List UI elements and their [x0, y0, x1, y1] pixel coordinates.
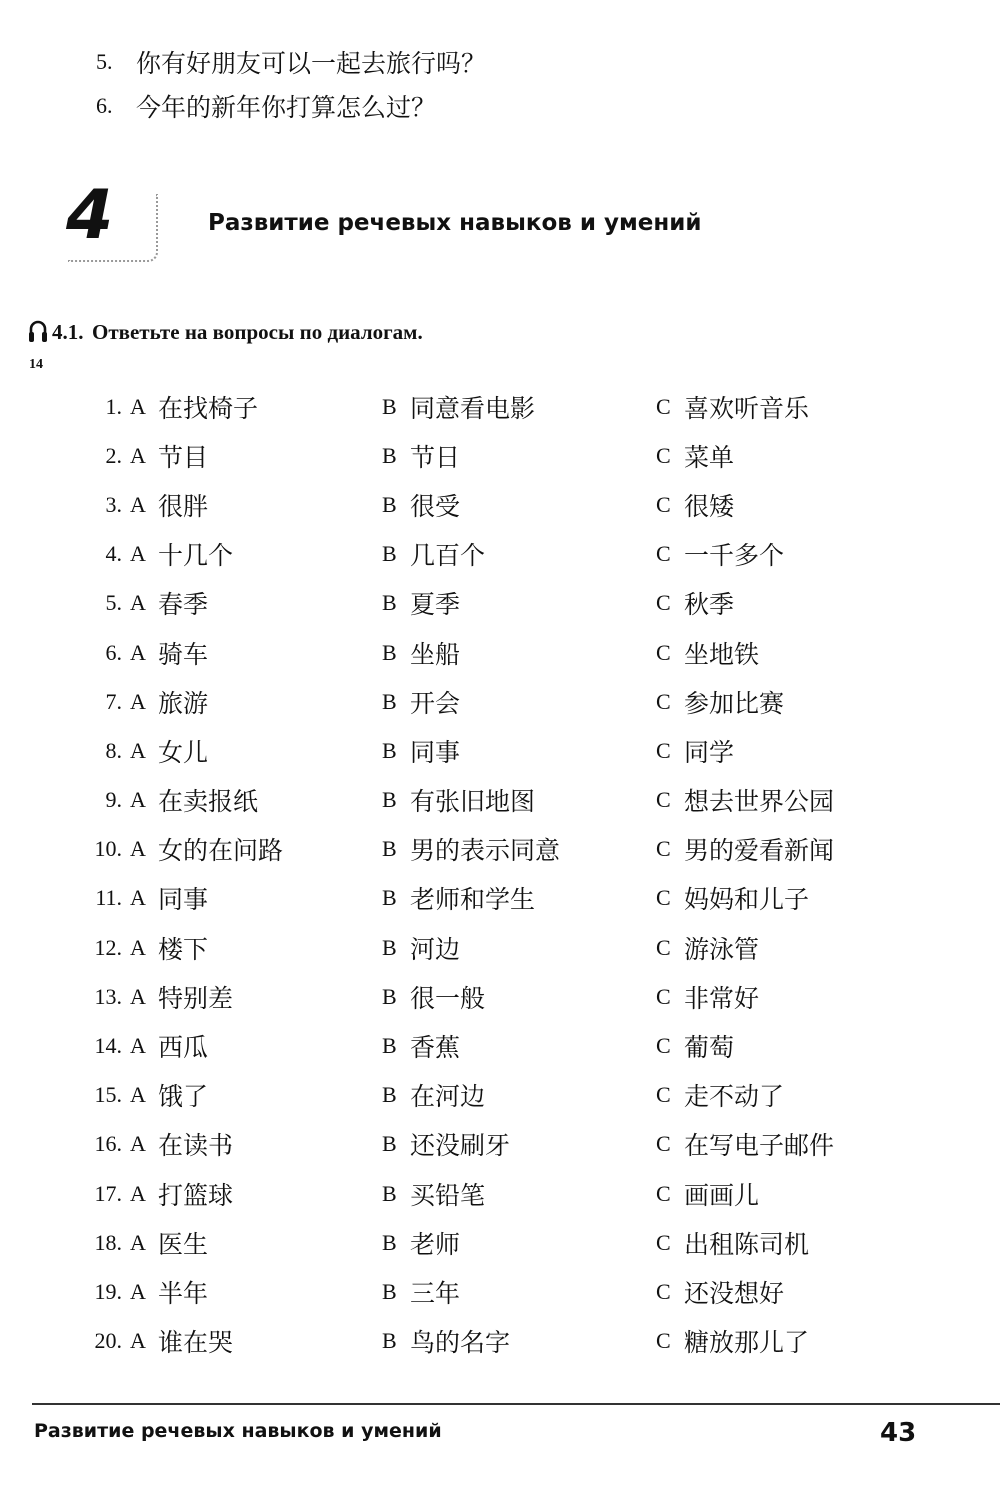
option-b	[382, 733, 656, 769]
option-text: 老师	[410, 1229, 461, 1259]
answer-row	[80, 677, 940, 726]
answer-number: 2.	[105, 442, 122, 468]
option-text: 西瓜	[158, 1033, 209, 1063]
option-text: 很矮	[684, 491, 735, 521]
option-letter: B	[382, 491, 397, 517]
option-a	[130, 684, 382, 720]
option-letter: B	[382, 1033, 397, 1059]
option-letter: B	[382, 639, 397, 665]
option-text: 老师和学生	[410, 885, 536, 915]
answer-number: 5.	[105, 590, 122, 616]
option-a	[130, 487, 382, 523]
answer-row	[80, 923, 940, 972]
option-text: 非常好	[684, 983, 760, 1013]
answer-row	[80, 1218, 940, 1267]
option-a	[130, 635, 382, 671]
answer-number: 11.	[95, 885, 122, 911]
answer-row	[80, 1120, 940, 1169]
option-letter: C	[656, 1180, 671, 1206]
option-letter: B	[382, 442, 397, 468]
option-b	[382, 487, 656, 523]
answer-number: 12.	[94, 934, 122, 960]
answer-number: 17.	[94, 1180, 122, 1206]
option-letter: B	[382, 541, 397, 567]
option-text: 在写电子邮件	[684, 1131, 835, 1161]
option-text: 喜欢听音乐	[684, 393, 810, 423]
answer-number: 6.	[105, 639, 122, 665]
option-a	[130, 979, 382, 1015]
section-number: 4	[66, 176, 114, 255]
option-text: 糖放那儿了	[684, 1328, 810, 1358]
option-letter: B	[382, 1180, 397, 1206]
option-text: 还没想好	[684, 1278, 785, 1308]
option-letter: C	[656, 737, 671, 763]
option-text: 游泳管	[684, 934, 760, 964]
option-letter: C	[656, 1229, 671, 1255]
option-a	[130, 1077, 382, 1113]
question-item	[96, 40, 486, 84]
previous-questions	[96, 40, 486, 128]
option-letter: B	[382, 1328, 397, 1354]
option-text: 参加比赛	[684, 688, 785, 718]
option-text: 楼下	[158, 934, 209, 964]
question-item	[96, 84, 486, 128]
option-c	[656, 536, 784, 572]
option-b	[382, 1176, 656, 1212]
option-c	[656, 930, 759, 966]
option-text: 几百个	[410, 541, 486, 571]
option-b	[382, 880, 656, 916]
option-a	[130, 733, 382, 769]
option-letter: B	[382, 1082, 397, 1108]
option-text: 妈妈和儿子	[684, 885, 810, 915]
question-text: 今年的新年你打算怎么过？	[136, 93, 437, 122]
section-header	[66, 176, 766, 280]
option-text: 谁在哭	[158, 1328, 234, 1358]
option-b	[382, 930, 656, 966]
option-text: 打篮球	[158, 1180, 234, 1210]
answer-number: 20.	[94, 1328, 122, 1354]
option-text: 特别差	[158, 983, 234, 1013]
option-letter: B	[382, 1131, 397, 1157]
option-b	[382, 536, 656, 572]
option-b	[382, 585, 656, 621]
option-c	[656, 487, 734, 523]
option-text: 开会	[410, 688, 461, 718]
option-text: 画画儿	[684, 1180, 760, 1210]
option-letter: A	[130, 1082, 146, 1108]
option-a	[130, 880, 382, 916]
audio-track-number: 14	[29, 357, 43, 372]
option-letter: B	[382, 885, 397, 911]
option-b	[382, 1028, 656, 1064]
option-b	[382, 1323, 656, 1359]
option-letter: A	[130, 1180, 146, 1206]
option-letter: B	[382, 737, 397, 763]
option-b	[382, 1274, 656, 1310]
option-letter: A	[130, 639, 146, 665]
option-c	[656, 389, 809, 425]
option-c	[656, 1126, 834, 1162]
answer-row	[80, 431, 940, 480]
option-c	[656, 880, 809, 916]
option-text: 春季	[158, 590, 209, 620]
option-letter: B	[382, 983, 397, 1009]
option-letter: A	[130, 442, 146, 468]
answer-row	[80, 530, 940, 579]
option-c	[656, 979, 759, 1015]
answer-row	[80, 1071, 940, 1120]
option-text: 香蕉	[410, 1033, 461, 1063]
answer-number: 3.	[105, 491, 122, 517]
headphones-icon	[28, 318, 48, 344]
answer-number: 16.	[94, 1131, 122, 1157]
option-text: 河边	[410, 934, 461, 964]
option-text: 买铅笔	[410, 1180, 486, 1210]
option-text: 在读书	[158, 1131, 234, 1161]
option-letter: A	[130, 934, 146, 960]
option-letter: C	[656, 590, 671, 616]
option-text: 走不动了	[684, 1082, 785, 1112]
option-letter: A	[130, 1033, 146, 1059]
option-letter: A	[130, 541, 146, 567]
option-a	[130, 1176, 382, 1212]
answer-row	[80, 874, 940, 923]
option-letter: A	[130, 836, 146, 862]
option-text: 半年	[158, 1278, 209, 1308]
option-text: 饿了	[158, 1082, 209, 1112]
option-letter: A	[130, 688, 146, 714]
answer-number: 15.	[94, 1082, 122, 1108]
answer-row	[80, 1169, 940, 1218]
option-letter: C	[656, 1033, 671, 1059]
option-c	[656, 1225, 809, 1261]
footer-title: Развитие речевых навыков и умений	[34, 1420, 442, 1442]
option-letter: C	[656, 639, 671, 665]
option-text: 同学	[684, 737, 735, 767]
option-letter: C	[656, 1328, 671, 1354]
option-b	[382, 1077, 656, 1113]
option-letter: A	[130, 491, 146, 517]
option-c	[656, 782, 834, 818]
option-text: 在河边	[410, 1082, 486, 1112]
answer-number: 13.	[94, 983, 122, 1009]
option-c	[656, 1077, 784, 1113]
option-a	[130, 585, 382, 621]
option-text: 还没刷牙	[410, 1131, 511, 1161]
answer-row	[80, 628, 940, 677]
option-letter: C	[656, 541, 671, 567]
option-text: 出租陈司机	[684, 1229, 810, 1259]
option-a	[130, 1225, 382, 1261]
option-text: 节目	[158, 442, 209, 472]
option-a	[130, 438, 382, 474]
page-number: 43	[880, 1418, 917, 1448]
option-letter: C	[656, 491, 671, 517]
answer-row	[80, 825, 940, 874]
task-number: 4.1.	[52, 320, 84, 344]
option-c	[656, 635, 759, 671]
option-text: 男的表示同意	[410, 836, 561, 866]
answer-number: 7.	[105, 688, 122, 714]
answer-row	[80, 382, 940, 431]
option-a	[130, 1323, 382, 1359]
option-letter: C	[656, 934, 671, 960]
answer-number: 18.	[94, 1229, 122, 1255]
option-text: 一千多个	[684, 541, 785, 571]
answer-row	[80, 579, 940, 628]
option-text: 秋季	[684, 590, 735, 620]
option-b	[382, 635, 656, 671]
option-b	[382, 684, 656, 720]
footer-divider	[32, 1403, 1000, 1405]
option-text: 葡萄	[684, 1033, 735, 1063]
option-a	[130, 1274, 382, 1310]
option-letter: C	[656, 983, 671, 1009]
question-number: 6.	[96, 93, 113, 118]
option-letter: A	[130, 590, 146, 616]
question-text: 你有好朋友可以一起去旅行吗？	[136, 49, 487, 78]
option-text: 同事	[410, 737, 461, 767]
option-text: 在卖报纸	[158, 787, 259, 817]
option-c	[656, 831, 834, 867]
answer-row	[80, 1267, 940, 1316]
option-text: 夏季	[410, 590, 461, 620]
option-letter: A	[130, 1131, 146, 1157]
option-text: 三年	[410, 1278, 461, 1308]
option-b	[382, 979, 656, 1015]
answer-row	[80, 1021, 940, 1070]
answer-number: 9.	[105, 787, 122, 813]
option-letter: A	[130, 983, 146, 1009]
option-a	[130, 782, 382, 818]
option-letter: B	[382, 1278, 397, 1304]
option-c	[656, 585, 734, 621]
option-b	[382, 831, 656, 867]
option-text: 坐地铁	[684, 639, 760, 669]
answer-number: 19.	[94, 1278, 122, 1304]
option-text: 有张旧地图	[410, 787, 536, 817]
option-text: 医生	[158, 1229, 209, 1259]
answer-row	[80, 972, 940, 1021]
option-letter: C	[656, 393, 671, 419]
option-letter: B	[382, 934, 397, 960]
option-a	[130, 1126, 382, 1162]
option-text: 很一般	[410, 983, 486, 1013]
option-text: 骑车	[158, 639, 209, 669]
option-b	[382, 1126, 656, 1162]
option-text: 在找椅子	[158, 393, 259, 423]
option-letter: C	[656, 688, 671, 714]
option-c	[656, 1274, 784, 1310]
option-text: 很胖	[158, 491, 209, 521]
option-b	[382, 438, 656, 474]
option-letter: C	[656, 1082, 671, 1108]
answer-row	[80, 480, 940, 529]
option-c	[656, 733, 734, 769]
task-header	[28, 316, 828, 376]
option-letter: A	[130, 1278, 146, 1304]
option-text: 坐船	[410, 639, 461, 669]
option-b	[382, 389, 656, 425]
option-letter: A	[130, 1229, 146, 1255]
option-text: 同意看电影	[410, 393, 536, 423]
answer-number: 10.	[94, 836, 122, 862]
option-letter: B	[382, 393, 397, 419]
option-letter: C	[656, 1131, 671, 1157]
option-letter: C	[656, 836, 671, 862]
option-letter: C	[656, 885, 671, 911]
option-a	[130, 1028, 382, 1064]
option-text: 女儿	[158, 737, 209, 767]
option-c	[656, 684, 784, 720]
option-letter: A	[130, 737, 146, 763]
option-text: 女的在问路	[158, 836, 284, 866]
option-text: 菜单	[684, 442, 735, 472]
option-text: 很受	[410, 491, 461, 521]
option-c	[656, 1028, 734, 1064]
option-text: 旅游	[158, 688, 209, 718]
option-letter: A	[130, 1328, 146, 1354]
option-a	[130, 930, 382, 966]
option-text: 十几个	[158, 541, 234, 571]
option-letter: B	[382, 1229, 397, 1255]
option-letter: A	[130, 885, 146, 911]
task-instruction: Ответьте на вопросы по диалогам.	[92, 320, 423, 344]
option-a	[130, 831, 382, 867]
option-text: 想去世界公园	[684, 787, 835, 817]
option-letter: B	[382, 836, 397, 862]
answer-options-list	[80, 382, 940, 1366]
question-number: 5.	[96, 49, 113, 74]
option-text: 同事	[158, 885, 209, 915]
option-letter: A	[130, 787, 146, 813]
option-c	[656, 1176, 759, 1212]
answer-number: 8.	[105, 737, 122, 763]
option-c	[656, 438, 734, 474]
option-letter: B	[382, 787, 397, 813]
option-letter: C	[656, 1278, 671, 1304]
option-letter: C	[656, 787, 671, 813]
option-letter: B	[382, 688, 397, 714]
option-text: 节日	[410, 442, 461, 472]
option-c	[656, 1323, 809, 1359]
option-letter: B	[382, 590, 397, 616]
option-b	[382, 782, 656, 818]
answer-row	[80, 776, 940, 825]
answer-number: 1.	[105, 393, 122, 419]
section-title: Развитие речевых навыков и умений	[208, 210, 702, 236]
option-a	[130, 536, 382, 572]
option-a	[130, 389, 382, 425]
answer-number: 4.	[105, 541, 122, 567]
option-b	[382, 1225, 656, 1261]
option-letter: A	[130, 393, 146, 419]
answer-number: 14.	[94, 1033, 122, 1059]
option-text: 男的爱看新闻	[684, 836, 835, 866]
option-text: 鸟的名字	[410, 1328, 511, 1358]
answer-row	[80, 1317, 940, 1366]
answer-row	[80, 726, 940, 775]
option-letter: C	[656, 442, 671, 468]
